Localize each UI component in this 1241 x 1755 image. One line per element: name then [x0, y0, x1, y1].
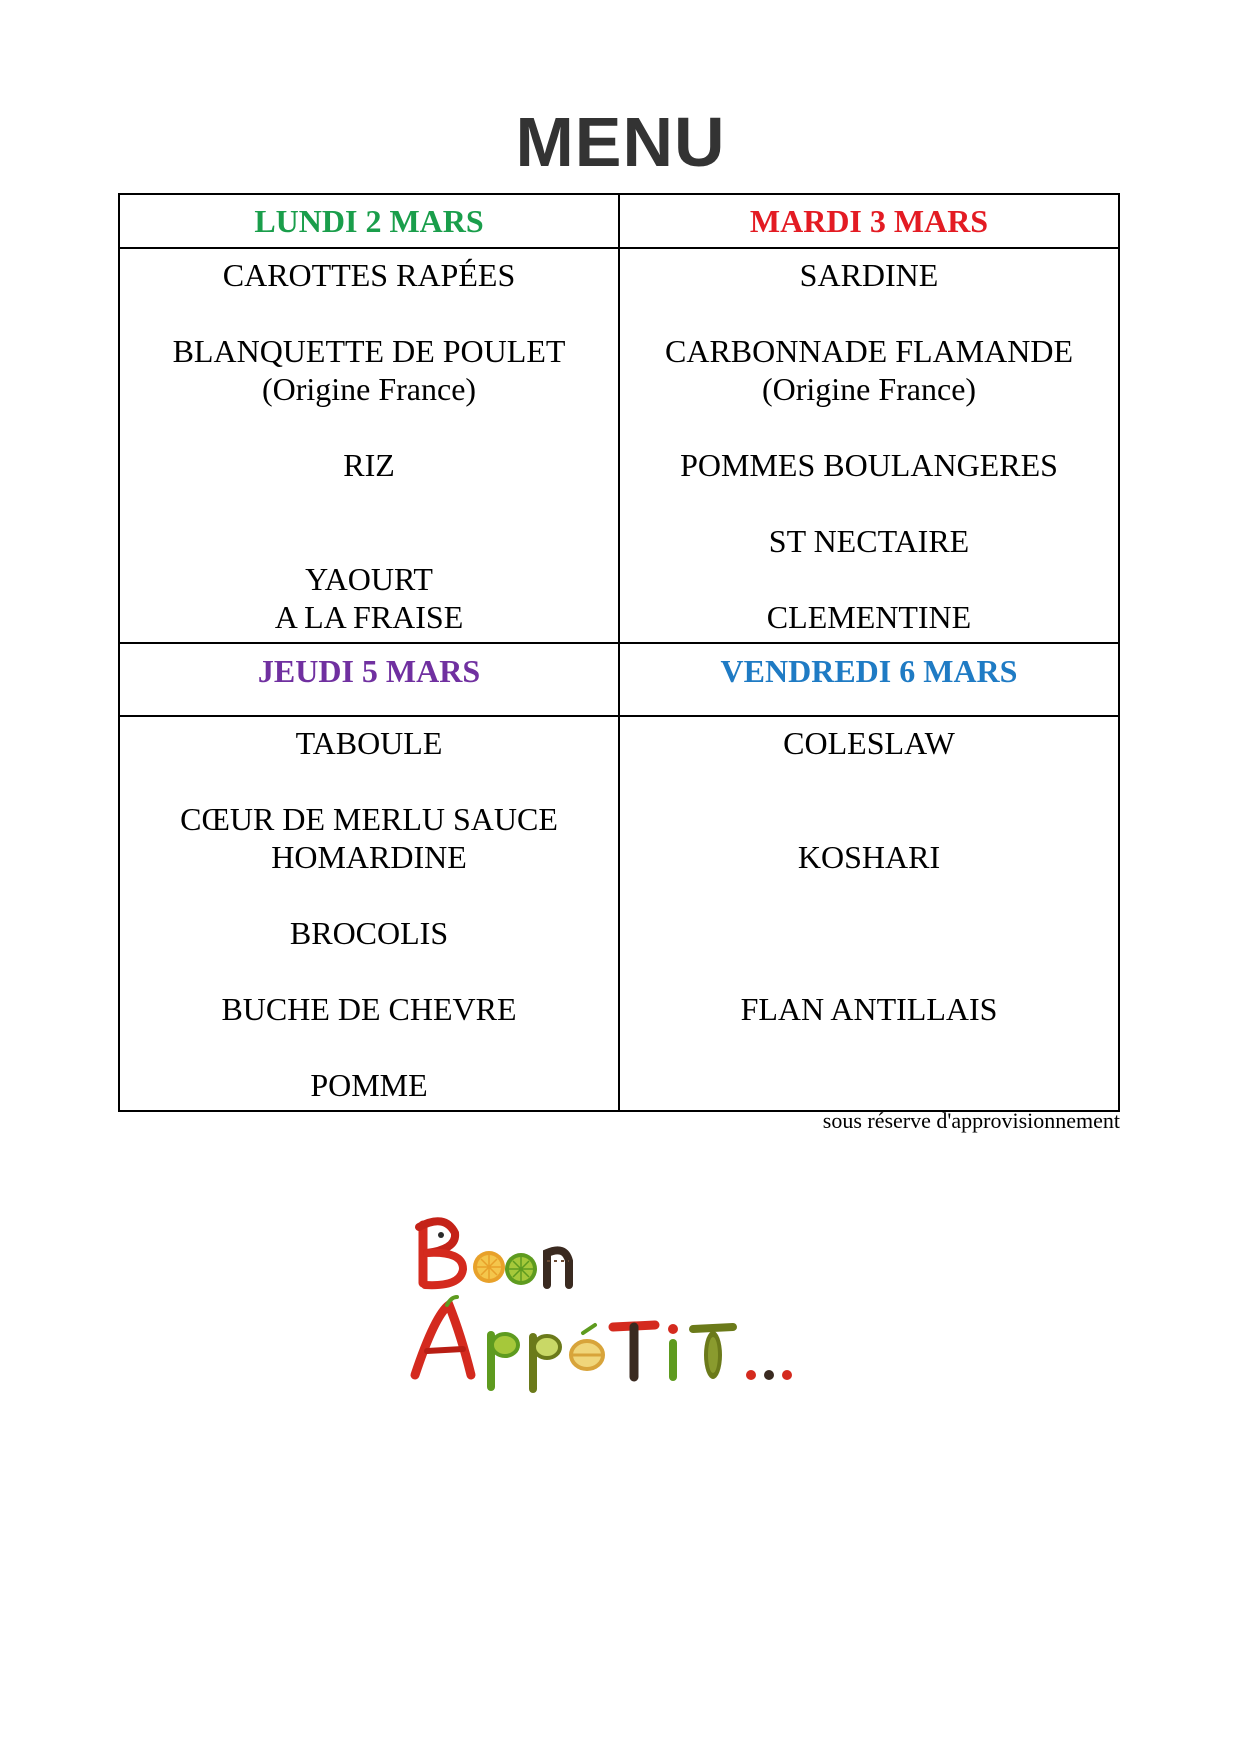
dish-side: BROCOLIS — [289, 915, 449, 951]
dish-starter: COLESLAW — [783, 725, 955, 761]
dish-side: POMMES BOULANGERES — [680, 447, 1058, 483]
menu-table — [118, 193, 1120, 1112]
page-title: MENU — [515, 103, 726, 181]
dish-origin: (Origine France) — [261, 371, 477, 407]
dish-main: KOSHARI — [797, 839, 941, 875]
day-menu-lundi — [119, 248, 619, 643]
dish-starter: CAROTTES RAPÉES — [222, 257, 516, 293]
day-header-label: MARDI 3 MARS — [749, 203, 989, 239]
dish-main: CARBONNADE FLAMANDE — [664, 333, 1073, 369]
day-header-label: VENDREDI 6 MARS — [720, 653, 1018, 689]
dish-main: BLANQUETTE DE POULET — [172, 333, 566, 369]
day-header-jeudi — [119, 643, 619, 716]
day-header-label: LUNDI 2 MARS — [254, 203, 484, 239]
bon-word-art — [419, 1221, 569, 1285]
supply-disclaimer: sous réserve d'approvisionnement — [822, 1108, 1120, 1133]
menu-row — [119, 248, 1119, 643]
bon-appetit-logo — [405, 1205, 845, 1415]
dish-dessert: YAOURT — [305, 561, 433, 597]
dish-main: CŒUR DE MERLU SAUCE — [180, 801, 558, 837]
day-menu-jeudi — [119, 716, 619, 1111]
day-menu-vendredi — [619, 716, 1119, 1111]
dish-starter: SARDINE — [799, 257, 939, 293]
dish-dessert: CLEMENTINE — [766, 599, 972, 635]
dish-side: RIZ — [343, 447, 395, 483]
appetit-word-art — [415, 1297, 792, 1389]
header-row — [119, 643, 1119, 716]
day-header-lundi — [119, 194, 619, 248]
day-header-label: JEUDI 5 MARS — [257, 653, 481, 689]
header-row — [119, 194, 1119, 248]
dish-dessert: POMME — [310, 1067, 428, 1103]
dish-starter: TABOULE — [295, 725, 443, 761]
dish-main-detail: HOMARDINE — [271, 839, 467, 875]
day-header-vendredi — [619, 643, 1119, 716]
dish-cheese: ST NECTAIRE — [768, 523, 970, 559]
dish-origin: (Origine France) — [761, 371, 977, 407]
dish-cheese: BUCHE DE CHEVRE — [221, 991, 517, 1027]
dish-dessert: FLAN ANTILLAIS — [740, 991, 998, 1027]
dish-dessert-detail: A LA FRAISE — [274, 599, 464, 635]
day-header-mardi — [619, 194, 1119, 248]
day-menu-mardi — [619, 248, 1119, 643]
menu-row — [119, 716, 1119, 1111]
